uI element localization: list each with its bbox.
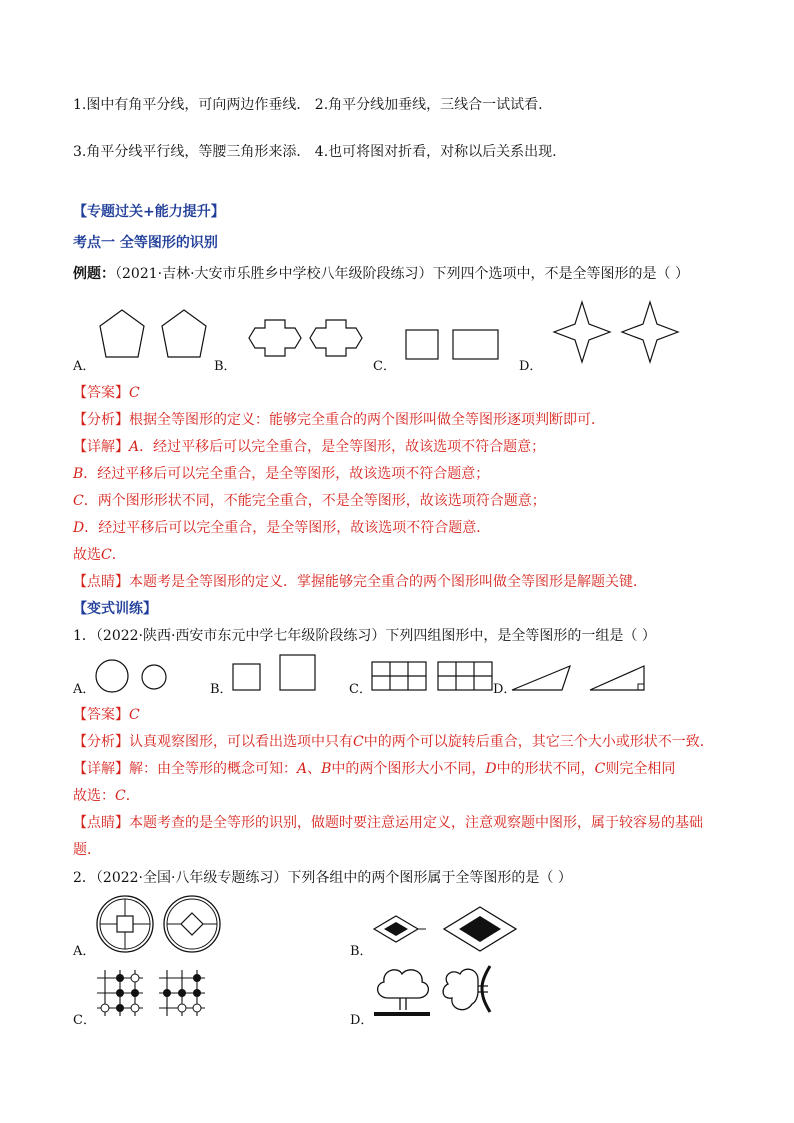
example-remark: [73, 572, 647, 592]
square-rectangle-figure: [403, 328, 503, 362]
example-choose: [73, 545, 126, 565]
detail-d-letter: D: [73, 520, 85, 536]
q1-analysis-tag: 【分析】: [73, 734, 129, 750]
remark-tag: 【点睛】: [73, 574, 129, 590]
q1-detail-mid2: 中的形状不同，: [496, 761, 595, 777]
choose-suffix: ．: [111, 547, 126, 563]
q1-option-d-label: D．: [493, 682, 517, 697]
q1-detail-a: A: [297, 761, 308, 777]
q2-option-b-label: B．: [350, 944, 373, 959]
q1-option-a-label: A．: [73, 682, 96, 697]
q1-detail-c: C: [594, 761, 606, 777]
example-analysis: [73, 410, 605, 430]
q2-stem: 2．（2022·全国·八年级专题练习）下列各组中的两个图形属于全等图形的是（ ）: [73, 870, 572, 886]
intro-line-2: 3.角平分线平行线，等腰三角形来添． 4.也可将图对折看，对称以后关系出现.: [73, 144, 557, 160]
q1-analysis-post: 中的两个可以旋转后重合，其它三个大小或形状不一致．: [363, 734, 714, 750]
example-detail-d: [73, 518, 490, 538]
detail-c-letter: C: [73, 493, 84, 509]
q1-detail-post: 则完全相同: [605, 761, 676, 777]
q1-stem: 1．（2022·陕西·西安市东元中学七年级阶段练习）下列四组图形中，是全等图形的一组是（ ）: [73, 628, 656, 644]
choose-letter: C: [101, 547, 112, 563]
q1-detail: [73, 759, 675, 779]
q2-option-a-label: A．: [73, 944, 96, 959]
q1-remark-line2: 题．: [73, 842, 101, 858]
q1-answer: [73, 705, 140, 725]
intro-line-1: 1.图中有角平分线，可向两边作垂线． 2.角平分线加垂线，三线合一试试看.: [73, 97, 543, 113]
example-detail-b: [73, 464, 489, 484]
example-option-b-label: B．: [214, 359, 237, 374]
example-option-d-label: D．: [519, 359, 543, 374]
pentagons-figure: [98, 308, 208, 360]
variant-header: 【变式训练】: [73, 601, 157, 617]
analysis-tag: 【分析】: [73, 412, 129, 428]
dot-grids-figure: [95, 968, 215, 1020]
arrow-crosses-figure: [245, 318, 370, 360]
example-stem-text: （2021·吉林·大安市乐胜乡中学校八年级阶段练习）下列四个选项中，不是全等图形的是（ ）: [115, 266, 689, 282]
detail-a-letter: A: [129, 439, 140, 455]
example-option-c-label: C．: [373, 359, 396, 374]
q1-choose-letter: C: [115, 788, 126, 804]
q1-option-c-label: C．: [349, 682, 372, 697]
q1-detail-tag: 【详解】: [73, 761, 129, 777]
q1-remark: [73, 813, 703, 833]
diamonds-figure: [370, 905, 525, 955]
example-answer: [73, 383, 140, 403]
q1-analysis: [73, 732, 714, 752]
trees-figure: [370, 962, 500, 1022]
detail-d-text: ．经过平移后可以完全重合，是全等图形，故该选项不符合题意．: [84, 520, 491, 536]
kaodian-title: 考点一 全等图形的识别: [73, 235, 218, 251]
remark-text: 本题考是全等图形的定义．掌握能够完全重合的两个图形叫做全等图形是解题关键．: [129, 574, 647, 590]
circles-figure: [95, 659, 175, 695]
q1-detail-sep: 、: [307, 761, 322, 777]
example-detail-a: [73, 437, 545, 457]
q1-detail-d: D: [485, 761, 497, 777]
detail-b-text: ．经过平移后可以完全重合，是全等图形，故该选项不符合题意；: [83, 466, 490, 482]
q1-answer-value: C: [129, 707, 140, 723]
example-detail-c: [73, 491, 546, 511]
detail-c-text: ．两个图形形状不同，不能完全重合，不是全等图形，故该选项符合题意；: [83, 493, 546, 509]
section-header: 【专题过关+能力提升】: [73, 204, 225, 220]
example-label: 例题：: [73, 266, 115, 282]
choose-prefix: 故选: [73, 547, 101, 563]
q1-answer-tag: 【答案】: [73, 707, 129, 723]
answer-tag: 【答案】: [73, 385, 129, 401]
q1-detail-pre: 解：由全等形的概念可知：: [129, 761, 297, 777]
detail-b-letter: B: [73, 466, 84, 482]
coins-figure: [95, 893, 225, 957]
q1-analysis-pre: 认真观察图形，可以看出选项中只有: [129, 734, 353, 750]
squares-figure: [230, 653, 320, 693]
q1-option-b-label: B．: [210, 682, 233, 697]
detail-tag: 【详解】: [73, 439, 129, 455]
q1-detail-mid: 中的两个图形大小不同，: [331, 761, 486, 777]
q1-choose: [73, 786, 140, 806]
four-point-stars-figure: [552, 300, 682, 364]
q1-remark-tag: 【点睛】: [73, 815, 129, 831]
q1-remark-line1: 本题考查的是全等形的识别，做题时要注意运用定义，注意观察题中图形，属于较容易的基础: [129, 815, 703, 831]
q1-detail-b: B: [321, 761, 332, 777]
example-option-a-label: A．: [73, 359, 96, 374]
example-stem: [73, 264, 689, 284]
q1-analysis-letter: C: [353, 734, 364, 750]
answer-value: C: [129, 385, 140, 401]
detail-a-text: ．经过平移后可以完全重合，是全等图形，故该选项不符合题意；: [139, 439, 546, 455]
q1-choose-suffix: ．: [125, 788, 140, 804]
triangles-figure: [510, 664, 650, 692]
grids-figure: [370, 660, 495, 692]
q2-option-d-label: D．: [350, 1013, 374, 1028]
analysis-text: 根据全等图形的定义：能够完全重合的两个图形叫做全等图形逐项判断即可．: [129, 412, 605, 428]
q2-option-c-label: C．: [73, 1013, 96, 1028]
q1-choose-prefix: 故选：: [73, 788, 115, 804]
